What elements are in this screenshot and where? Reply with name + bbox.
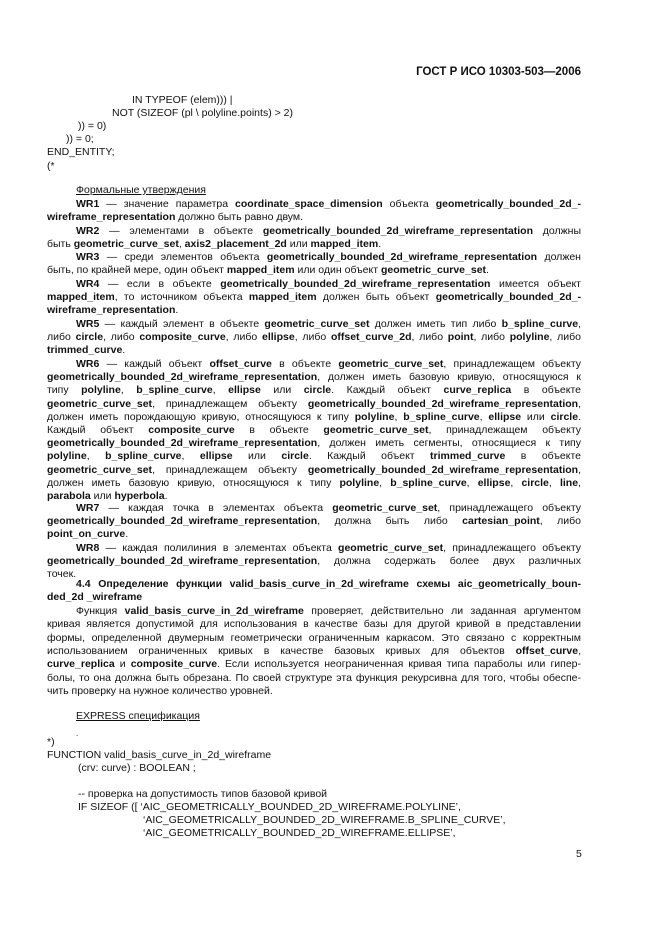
sec-body-line: использованием ограниченных кривых в качестве базовых кривых для объектов offset_curve, bbox=[47, 644, 581, 657]
code-line: ‘AIC_GEOMETRICALLY_BOUNDED_2D_WIREFRAME.B_SPLINE_CURVE’, bbox=[143, 814, 506, 826]
sec-body-line: чить проверку на нужное количество уровней. bbox=[47, 684, 273, 697]
dot-mark: . bbox=[76, 729, 79, 738]
wr7-line: WR7 — каждая точка в элементах объекта geometric_curve_set, принадлежащего объекту bbox=[76, 502, 582, 514]
wr6-line: geometrically_bounded_2d_wireframe_representation, должен иметь базовую кривую, относящуюся к bbox=[47, 371, 581, 384]
sec-body-line: болы, то она должна быть обрезана. По своей структуре эта функция рекурсивна для того, чтобы обеспе- bbox=[47, 671, 581, 684]
express-heading: EXPRESS спецификация bbox=[76, 710, 200, 722]
sec-head-line: ded_2d _wireframe bbox=[47, 591, 143, 604]
code-line: NOT (SIZEOF (pl \ polyline.points) > 2) bbox=[112, 107, 293, 119]
wr6-line: parabola или hyperbola. bbox=[47, 490, 168, 502]
code-line: )) = 0; bbox=[66, 133, 94, 145]
rule-wr4-line3: wireframe_representation. bbox=[47, 304, 179, 316]
code-line: FUNCTION valid_basis_curve_in_2d_wireframe bbox=[47, 749, 272, 761]
wr8-line: geometrically_bounded_2d_wireframe_representation, должна содержать более двух различных bbox=[47, 555, 581, 568]
wr7-line: geometrically_bounded_2d_wireframe_representation, должна быть либо cartesian_point, либо bbox=[47, 515, 582, 528]
code-line: *) bbox=[47, 736, 55, 748]
document-header: ГОСТ Р ИСО 10303-503—2006 bbox=[416, 66, 581, 78]
code-line: ‘AIC_GEOMETRICALLY_BOUNDED_2D_WIREFRAME.ELLIPSE’, bbox=[143, 827, 456, 839]
page-number: 5 bbox=[576, 848, 582, 860]
rule-wr4-line1: WR4 — если в объекте geometrically_bounded_2d_wireframe_representation имеется объект bbox=[76, 278, 581, 290]
rule-wr1-line2: wireframe_representation должно быть равно двум. bbox=[47, 211, 304, 223]
wr8-line: WR8 — каждая полилиния в элементах объекта geometric_curve_set, принадлежащего объекту bbox=[76, 542, 581, 554]
rule-wr5-line3: trimmed_curve. bbox=[47, 344, 126, 356]
wr6-line: должен иметь порождающую кривую, относящуюся к типу polyline, b_spline_curve, ellipse или circle. bbox=[47, 410, 581, 423]
sec-head-line: 4.4 Определение функции valid_basis_curve_in_2d_wireframe схемы aic_geometrically_boun- bbox=[76, 578, 581, 590]
rules-heading: Формальные утверждения bbox=[76, 184, 206, 196]
wr6-line: должен иметь базовую кривую, относящуюся к типу polyline, b_spline_curve, ellipse, circle, line, bbox=[47, 476, 581, 489]
rule-wr5-line1: WR5 — каждый элемент в объекте geometric_curve_set должен иметь тип либо b_spline_curve, bbox=[76, 318, 581, 330]
sec-body-line: curve_replica и composite_curve. Если используется неограниченная кривая типа параболы или гипер- bbox=[47, 658, 581, 671]
code-line: (crv: curve) : BOOLEAN ; bbox=[78, 762, 196, 774]
code-line: IF SIZEOF ([ ‘AIC_GEOMETRICALLY_BOUNDED_2D_WIREFRAME.POLYLINE’, bbox=[78, 801, 461, 813]
wr8-line: точек. bbox=[47, 568, 77, 581]
sec-body-line: Функция valid_basis_curve_in_2d_wireframe проверяет, действительно ли заданная аргументом bbox=[76, 605, 581, 617]
wr6-line: geometric_curve_set, принадлежащем объекту geometrically_bounded_2d_wireframe_representation, bbox=[47, 397, 581, 410]
rule-wr4-line2: mapped_item, то источником объекта mapped_item должен быть объект geometrically_bounded_2d_- bbox=[47, 291, 581, 303]
rule-wr3-line2: быть, по крайней мере, один объект mapped_item или один объект geometric_curve_set. bbox=[47, 264, 489, 276]
wr6-line: polyline, b_spline_curve, ellipse или circle. Каждый объект trimmed_curve в объекте bbox=[47, 450, 581, 463]
sec-body-line: кривая является допустимой для использования в качестве базы для другой кривой в представлении bbox=[47, 618, 581, 631]
wr6-line: Каждый объект composite_curve в объекте geometric_curve_set, принадлежащем объекту bbox=[47, 424, 581, 436]
wr6-line: geometrically_bounded_2d_wireframe_representation, должен иметь сегменты, относящиеся к типу bbox=[47, 437, 581, 450]
rule-wr5-line2: либо circle, либо composite_curve, либо ellipse, либо offset_curve_2d, либо point, либо polyline, либо bbox=[47, 331, 581, 343]
rule-wr1-line1: WR1 — значение параметра coordinate_space_dimension объекта geometrically_bounded_2d_- bbox=[76, 198, 582, 210]
code-line: END_ENTITY; bbox=[47, 146, 115, 158]
sec-body-line: формы, определенной двумерным геометрически ограниченным каркасом. Это связано с корректным bbox=[47, 631, 581, 644]
code-line: (* bbox=[47, 160, 55, 172]
wr6-line: geometric_curve_set, принадлежащем объекту geometrically_bounded_2d_wireframe_representation, bbox=[47, 463, 581, 476]
rule-wr2-line2: быть geometric_curve_set, axis2_placement_2d или mapped_item. bbox=[47, 238, 382, 250]
wr7-line: point_on_curve. bbox=[47, 528, 129, 541]
wr6-line: WR6 — каждый объект offset_curve в объекте geometric_curve_set, принадлежащем объекту bbox=[76, 358, 582, 370]
rule-wr2-line1: WR2 — элементами в объекте geometrically_bounded_2d_wireframe_representation должны bbox=[76, 225, 581, 237]
code-line: IN TYPEOF (elem))) | bbox=[132, 94, 233, 106]
rule-wr3-line1: WR3 — среди элементов объекта geometrically_bounded_2d_wireframe_representation должен bbox=[76, 251, 581, 263]
wr6-line: типу polyline, b_spline_curve, ellipse или circle. Каждый объект curve_replica в объекте bbox=[47, 384, 582, 397]
code-line: -- проверка на допустимость типов базовой кривой bbox=[78, 788, 328, 800]
code-line: )) = 0) bbox=[78, 120, 107, 132]
